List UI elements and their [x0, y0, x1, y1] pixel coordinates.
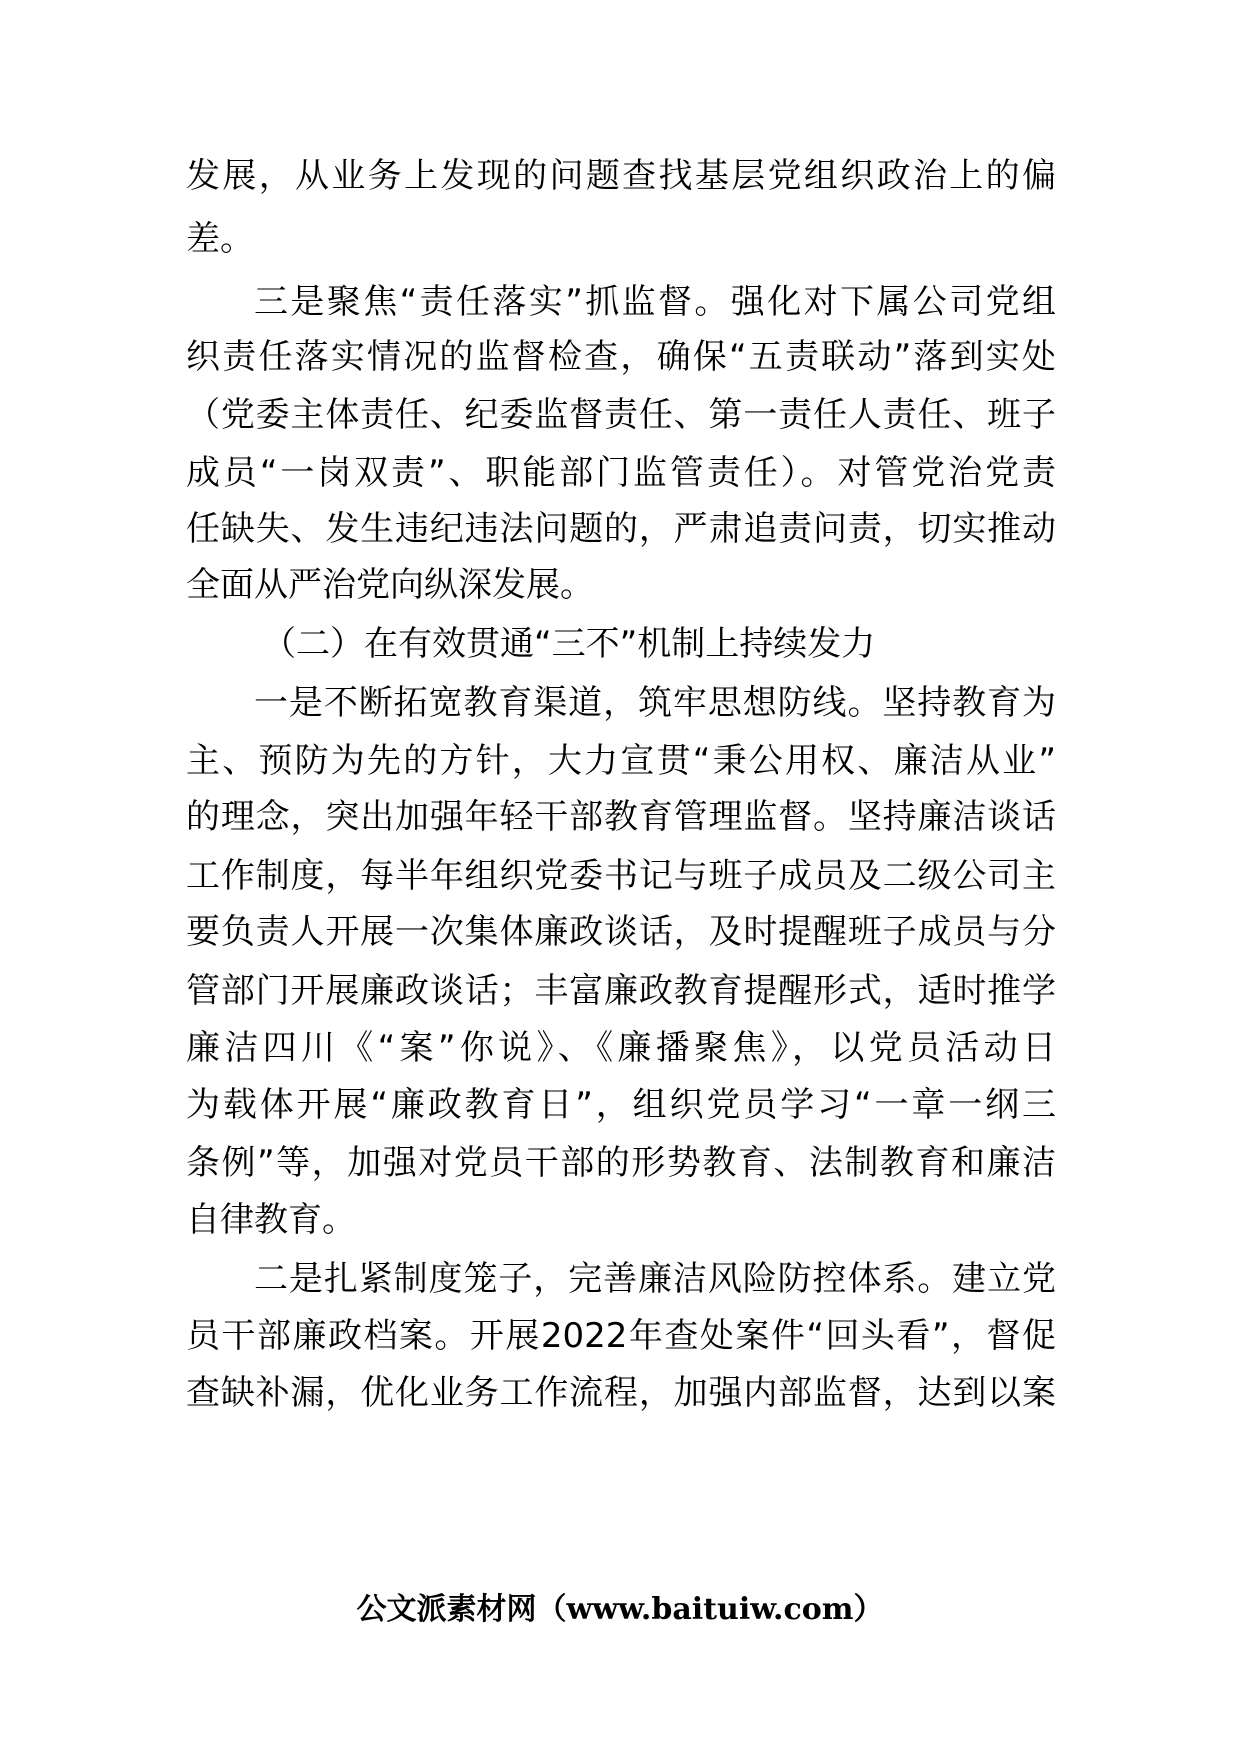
paragraph-line: 主、预防为先的方针，大力宣贯“秉公用权、廉洁从业”	[186, 741, 1056, 781]
paragraph-line: 管部门开展廉政谈话；丰富廉政教育提醒形式，适时推学	[186, 971, 1056, 1011]
paragraph-line: 三是聚焦“责任落实”抓监督。强化对下属公司党组	[254, 282, 1056, 322]
paragraph-line: 员干部廉政档案。开展2022年查处案件“回头看”，督促	[186, 1316, 1056, 1356]
footer-watermark: 公文派素材网（www.baituiw.com）	[356, 1592, 884, 1627]
paragraph-line: 成员“一岗双责”、职能部门监管责任）。对管党治党责	[186, 453, 1056, 493]
paragraph-line: 全面从严治党向纵深发展。	[186, 565, 594, 605]
paragraph-line: 二是扎紧制度笼子，完善廉洁风险防控体系。建立党	[254, 1259, 1056, 1299]
paragraph-line: 发展，从业务上发现的问题查找基层党组织政治上的偏	[186, 156, 1056, 196]
section-heading: （二）在有效贯通“三不”机制上持续发力	[262, 624, 876, 664]
paragraph-line: 差。	[186, 219, 254, 259]
paragraph-line: 条例”等，加强对党员干部的形势教育、法制教育和廉洁	[186, 1143, 1056, 1183]
paragraph-line: 的理念，突出加强年轻干部教育管理监督。坚持廉洁谈话	[186, 797, 1056, 837]
paragraph-line: 查缺补漏，优化业务工作流程，加强内部监督，达到以案	[186, 1373, 1056, 1413]
paragraph-line: 一是不断拓宽教育渠道，筑牢思想防线。坚持教育为	[254, 683, 1056, 723]
paragraph-line: 织责任落实情况的监督检查，确保“五责联动”落到实处	[186, 337, 1056, 377]
paragraph-line: 廉洁四川《“案”你说》、《廉播聚焦》，以党员活动日	[186, 1028, 1056, 1068]
paragraph-line: 要负责人开展一次集体廉政谈话，及时提醒班子成员与分	[186, 912, 1056, 952]
paragraph-line: 自律教育。	[186, 1200, 356, 1240]
paragraph-line: 工作制度，每半年组织党委书记与班子成员及二级公司主	[186, 856, 1056, 896]
paragraph-line: 为载体开展“廉政教育日”，组织党员学习“一章一纲三	[186, 1085, 1056, 1125]
paragraph-line: （党委主体责任、纪委监督责任、第一责任人责任、班子	[186, 395, 1056, 435]
paragraph-line: 任缺失、发生违纪违法问题的，严肃追责问责，切实推动	[186, 509, 1056, 549]
